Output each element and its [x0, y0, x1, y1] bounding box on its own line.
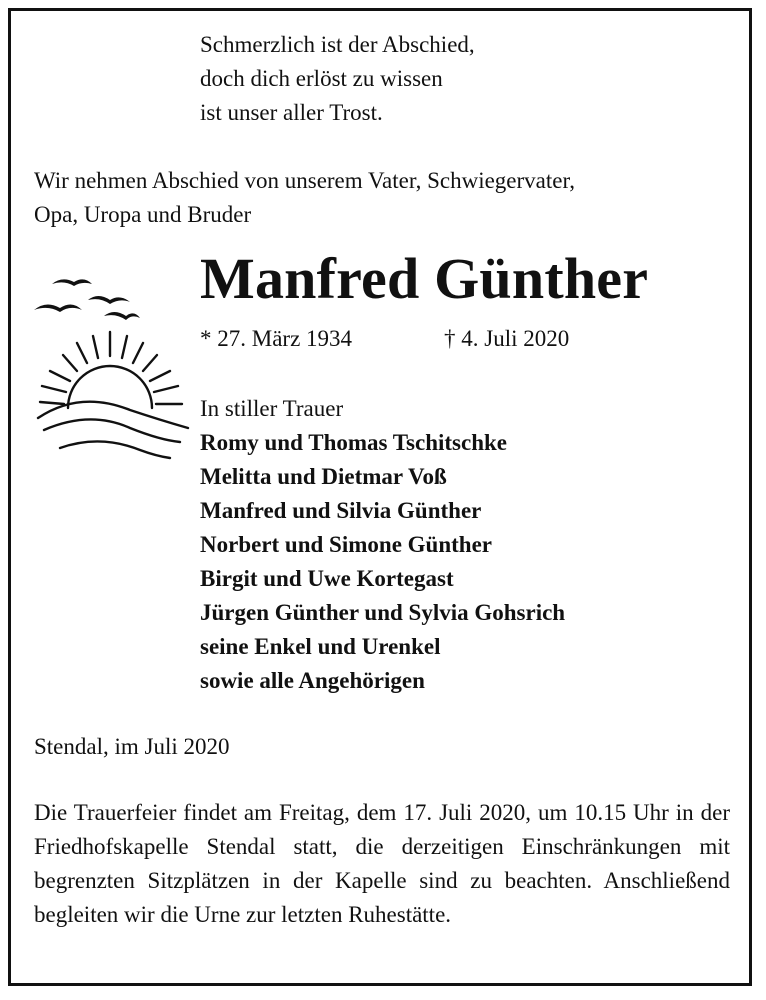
verse	[200, 28, 475, 130]
intro-line: Wir nehmen Abschied von unserem Vater, Schwiegervater,	[34, 168, 575, 193]
verse-line: doch dich erlöst zu wissen	[200, 66, 443, 91]
mourner-entry: Manfred und Silvia Günther	[200, 498, 482, 523]
mourner-entry: seine Enkel und Urenkel	[200, 634, 441, 659]
intro-line: Opa, Uropa und Bruder	[34, 202, 252, 227]
intro-text	[34, 164, 575, 232]
mourner-entry: Melitta und Dietmar Voß	[200, 464, 447, 489]
birth-date: * 27. März 1934	[200, 326, 353, 351]
mourners-lead: In stiller Trauer	[200, 396, 344, 421]
mourner-entry: Romy und Thomas Tschitschke	[200, 430, 507, 455]
mourner-entry: sowie alle Angehörigen	[200, 668, 425, 693]
mourners-list	[200, 392, 565, 698]
verse-line: ist unser aller Trost.	[200, 100, 383, 125]
mourner-entry: Norbert und Simone Günther	[200, 532, 492, 557]
verse-line: Schmerzlich ist der Abschied,	[200, 32, 475, 57]
place-date: Stendal, im Juli 2020	[34, 734, 230, 759]
deceased-name: Manfred Günther	[200, 246, 649, 311]
death-date: † 4. Juli 2020	[444, 326, 570, 351]
sunset-birds-icon	[30, 270, 190, 465]
mourner-entry: Birgit und Uwe Kortegast	[200, 566, 454, 591]
mourner-entry: Jürgen Günther und Sylvia Gohsrich	[200, 600, 566, 625]
funeral-details: Die Trauerfeier findet am Freitag, dem 17. Juli 2020, um 10.15 Uhr in der Friedhofskapelle Stendal statt, die derzeitigen Einschränkungen mit begrenzten Sitzplätzen in der Kapelle sind zu beachten. Anschließend begleiten wir die Urne zur letzten Ruhestätte.	[34, 800, 730, 927]
